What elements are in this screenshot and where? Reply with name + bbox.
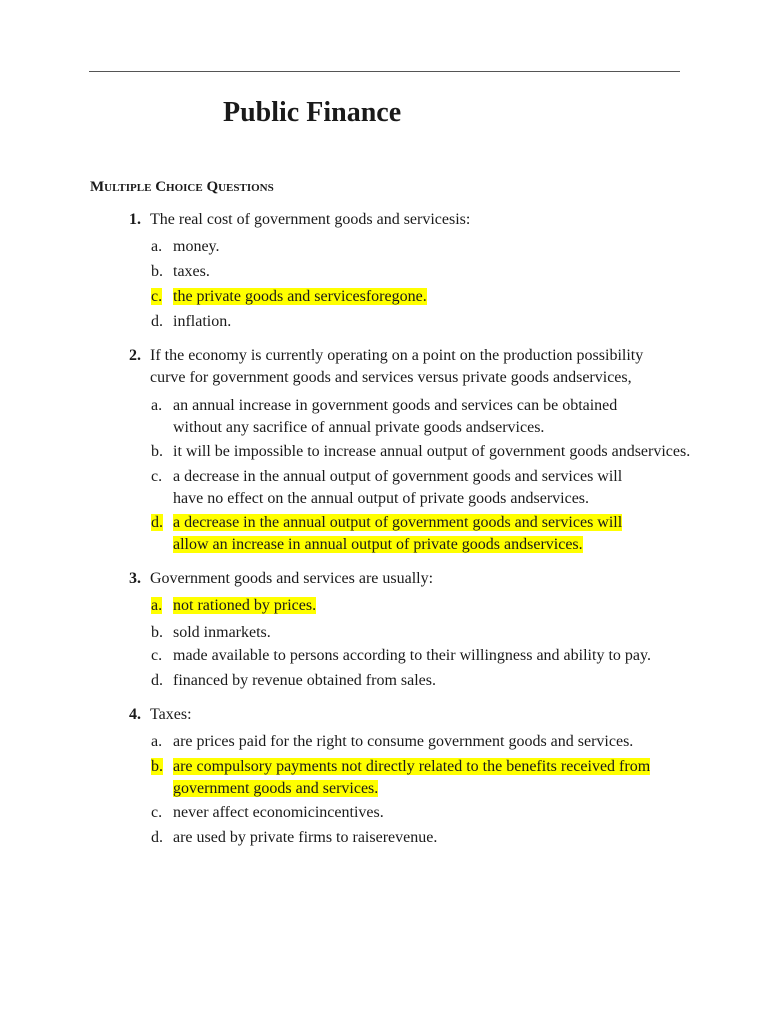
option-letter: c. [151, 804, 163, 821]
question-text: If the economy is currently operating on a point on the production possibility curve for government goods and services versus private goods andservices, [150, 347, 644, 386]
option-letter: a. [151, 597, 163, 614]
option-text: a decrease in the annual output of government goods and services will allow an increase in annual output of private goods andservices. [173, 514, 623, 553]
option-letter: c. [151, 468, 163, 485]
question-number: 4. [129, 706, 141, 723]
option-letter: d. [151, 313, 163, 330]
page-title: Public Finance [223, 97, 402, 128]
option-text: a decrease in the annual output of government goods and services will have no effect on the annual output of private goods andservices. [173, 468, 623, 507]
option-letter: a. [151, 733, 163, 750]
option-text: taxes. [173, 263, 210, 280]
option-letter: c. [151, 288, 163, 305]
option-text: made available to persons according to their willingness and ability to pay. [173, 647, 651, 664]
option-letter: b. [151, 624, 163, 641]
option-text: the private goods and servicesforegone. [173, 288, 427, 305]
option-letter: c. [151, 647, 163, 664]
option-text: are prices paid for the right to consume government goods and services. [173, 733, 634, 750]
option-text: sold inmarkets. [173, 624, 271, 641]
question-text: Government goods and services are usually: [150, 570, 434, 587]
option-text: it will be impossible to increase annual output of government goods andservices. [173, 443, 691, 460]
option-text: are compulsory payments not directly related to the benefits received from government goods and services. [173, 758, 651, 797]
option-text: not rationed by prices. [173, 597, 317, 614]
option-letter: d. [151, 672, 163, 689]
option-letter: a. [151, 397, 163, 414]
question-number: 1. [129, 211, 141, 228]
question-text: Taxes: [150, 706, 192, 723]
option-text: money. [173, 238, 220, 255]
option-text: never affect economicincentives. [173, 804, 384, 821]
question-text: The real cost of government goods and servicesis: [150, 211, 471, 228]
option-letter: d. [151, 514, 163, 531]
option-text: an annual increase in government goods and services can be obtained without any sacrifice of annual private goods andservices. [173, 397, 618, 436]
option-letter: b. [151, 758, 163, 775]
option-text: are used by private firms to raiserevenue. [173, 829, 438, 846]
top-rule [89, 71, 680, 72]
option-text: financed by revenue obtained from sales. [173, 672, 437, 689]
option-letter: d. [151, 829, 163, 846]
option-letter: b. [151, 263, 163, 280]
option-letter: b. [151, 443, 163, 460]
question-number: 2. [129, 347, 141, 364]
question-number: 3. [129, 570, 141, 587]
section-heading: Multiple Choice Questions [90, 179, 274, 195]
option-letter: a. [151, 238, 163, 255]
option-text: inflation. [173, 313, 232, 330]
